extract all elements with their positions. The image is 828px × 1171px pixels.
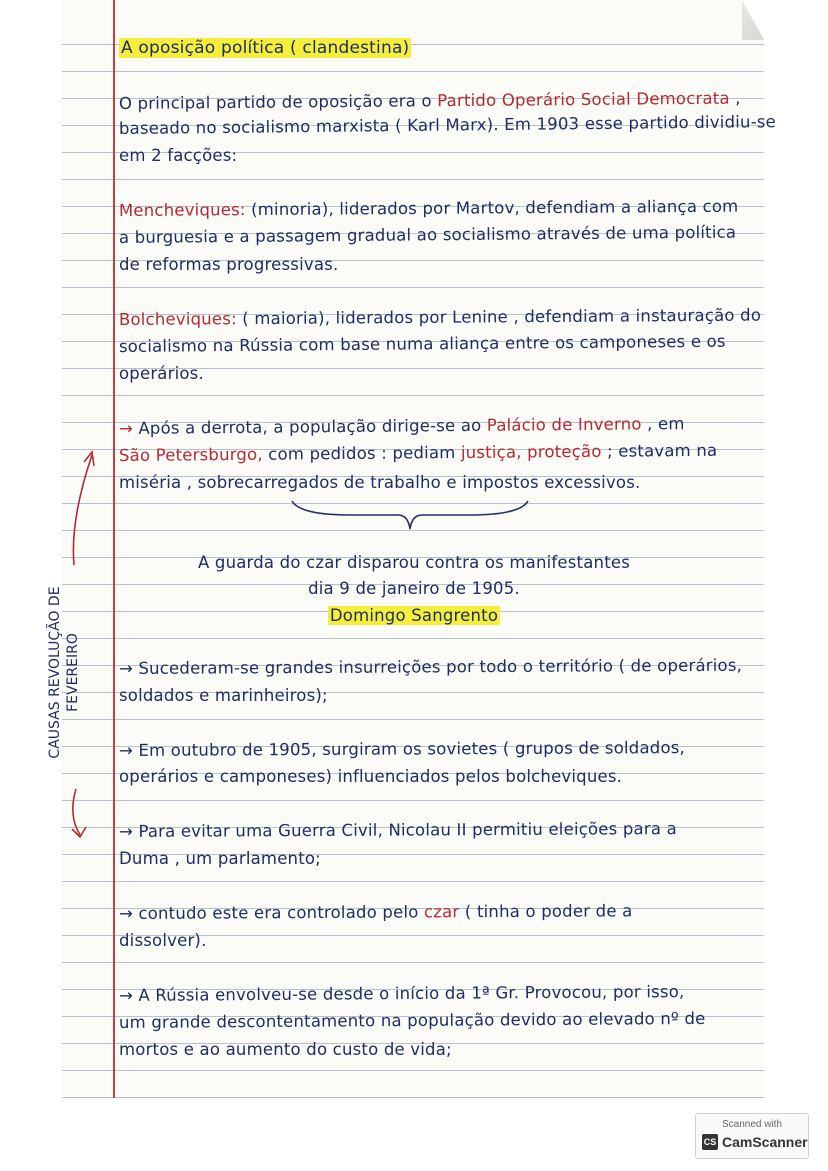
domingo-sangrento-highlight: Domingo Sangrento	[329, 606, 499, 625]
p2-line-3: de reformas progressivas.	[119, 255, 339, 274]
camscanner-stamp	[695, 1113, 809, 1159]
p2-line-2: a burguesia e a passagem gradual ao socialismo através de uma política	[118, 222, 737, 247]
side-note-line-2: FEVEREIRO	[65, 633, 81, 712]
scanned-with-text: Scanned with	[721, 1119, 783, 1130]
margin-line	[113, 0, 115, 1098]
curly-brace-icon	[290, 497, 530, 533]
p7-line-2: Duma , um parlamento;	[119, 849, 321, 868]
side-note	[46, 565, 126, 780]
p3-line-3: operários.	[119, 364, 204, 383]
p7-line-1: → Para evitar uma Guerra Civil, Nicolau II permitiu eleições para a	[118, 819, 677, 841]
side-note-line-1: CAUSAS REVOLUÇÃO DE	[47, 586, 63, 759]
side-note-text	[46, 565, 82, 780]
camscanner-logo-icon: CS	[702, 1134, 718, 1150]
p9-line-2: um grande descontentamento na população devido ao elevado nº de	[118, 1008, 706, 1032]
p1-line-1-text: O principal partido de oposição era o Partido Operário Social Democrata ,	[118, 88, 741, 113]
down-arrow-icon	[62, 785, 102, 845]
p5-line-1: → Sucederam-se grandes insurreições por todo o território ( de operários,	[118, 655, 743, 678]
camscanner-brand	[702, 1134, 808, 1150]
p3-line-1-text: Bolcheviques: ( maioria), liderados por Lenine , defendiam a instauração do	[118, 305, 762, 329]
p5-line-2: soldados e marinheiros);	[119, 686, 328, 705]
p1-line-3: em 2 facções:	[119, 146, 238, 165]
notes-title	[119, 38, 411, 58]
p8-line-1	[119, 901, 633, 923]
p3-line-2: socialismo na Rússia com base numa aliança entre os camponeses e os	[118, 331, 726, 356]
p4-line-3: miséria , sobrecarregados de trabalho e impostos excessivos.	[119, 473, 641, 492]
p9-line-1: → A Rússia envolveu-se desde o início da 1ª Gr. Provocou, por isso,	[118, 982, 685, 1005]
p1-line-2: baseado no socialismo marxista ( Karl Marx). Em 1903 esse partido dividiu-se	[118, 112, 777, 138]
p2-line-1-text: Mencheviques: (minoria), liderados por Martov, defendiam a aliança com	[118, 196, 739, 220]
p4-line-1-text: → Após a derrota, a população dirige-se ao Palácio de Inverno , em	[118, 414, 685, 438]
camscanner-brand-text: CamScanner	[722, 1134, 808, 1150]
p6-line-1: → Em outubro de 1905, surgiram os sovietes ( grupos de soldados,	[118, 738, 686, 760]
p4-line-2-text: São Petersburgo, com pedidos : pediam justiça, proteção ; estavam na	[118, 440, 718, 465]
up-arrow-icon	[62, 440, 102, 570]
title-text: A oposição política ( clandestina)	[121, 38, 410, 58]
center-line-2: dia 9 de janeiro de 1905.	[308, 579, 520, 598]
p9-line-3: mortos e ao aumento do custo de vida;	[119, 1040, 452, 1059]
p8-line-2: dissolver).	[119, 931, 207, 950]
p8-line-1-text: → contudo este era controlado pelo czar ( tinha o poder de a	[118, 901, 633, 923]
page-fold-corner	[742, 0, 764, 40]
center-line-1: A guarda do czar disparou contra os manifestantes	[197, 553, 631, 572]
p6-line-2: operários e camponeses) influenciados pelos bolcheviques.	[119, 767, 623, 786]
